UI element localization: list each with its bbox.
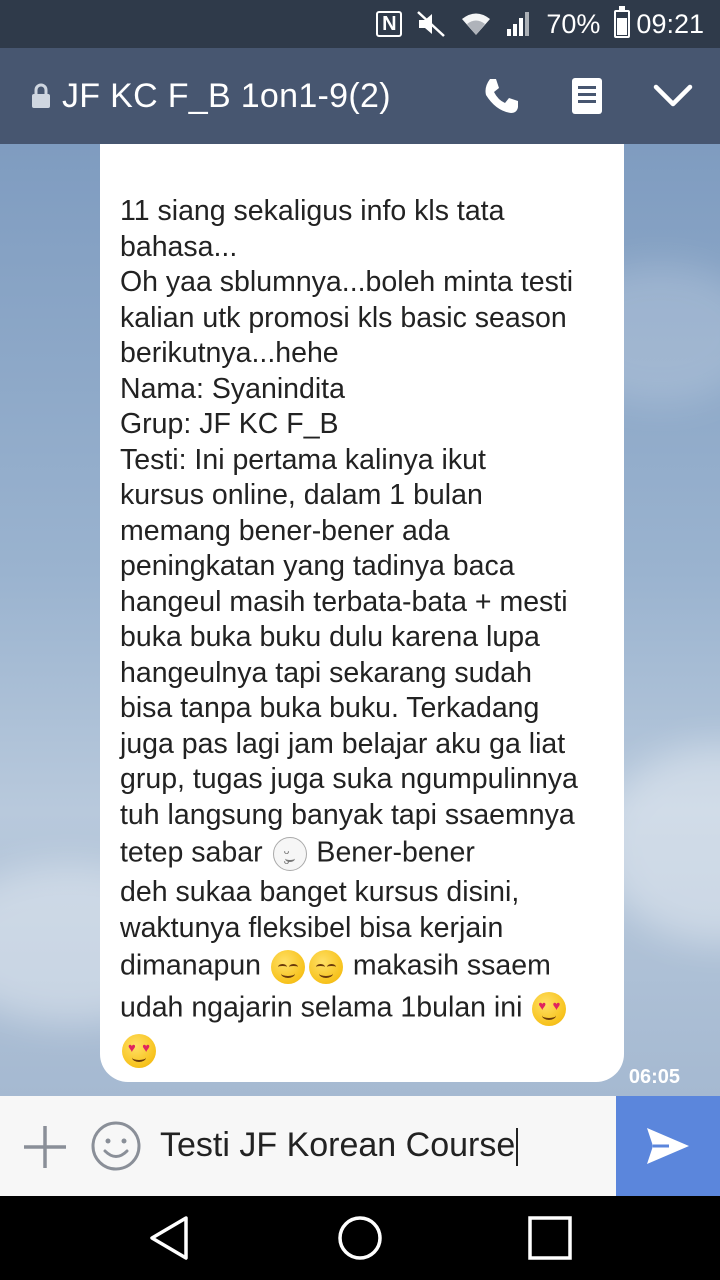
text-caret [516, 1128, 518, 1166]
navigation-bar [0, 1196, 720, 1280]
recents-button[interactable] [526, 1214, 574, 1262]
blushing-smile-emoji-icon [271, 950, 305, 984]
status-bar [0, 0, 720, 48]
message-text [120, 194, 608, 1072]
chat-area[interactable] [0, 144, 720, 1096]
chat-title[interactable]: JF KC F_B 1on1-9(2) [62, 76, 391, 115]
send-icon [645, 1126, 691, 1166]
wifi-icon [460, 11, 492, 37]
signal-icon [506, 11, 532, 37]
blushing-smile-emoji-icon [309, 950, 343, 984]
phone-icon [481, 76, 521, 116]
message-segment: Bener-bener deh sukaa banget kursus disini, waktunya fleksibel bisa kerjain dimanapun [120, 836, 520, 982]
smiley-icon [90, 1120, 142, 1172]
shy-smile-emoji-icon: ᴗᴗ [273, 837, 307, 871]
plus-icon [20, 1122, 70, 1172]
clock: 09:21 [636, 8, 704, 39]
send-button[interactable] [616, 1096, 720, 1196]
battery-icon [614, 10, 630, 38]
message-input-value: Testi JF Korean Course [160, 1126, 516, 1164]
message-input-bar [0, 1096, 720, 1196]
nfc-icon: N [376, 11, 402, 37]
call-button[interactable] [480, 75, 522, 117]
notes-icon [570, 76, 604, 116]
home-circle-icon [336, 1214, 384, 1262]
heart-eyes-emoji-icon [532, 992, 566, 1026]
recents-square-icon [526, 1214, 574, 1262]
mute-icon [416, 10, 446, 38]
message-segment: 11 siang sekaligus info kls tata bahasa... Oh yaa sblumnya...boleh minta testi kalian utk promosi kls basic season berikutnya...hehe Nama: Syanindita Grup: JF KC F_B Testi: Ini pertama kalinya ikut kursus online, dalam 1 bulan memang bener-bener ada peningkatan yang tadinya baca hangeul masih terbata-bata + mesti buka buka buku dulu karena lupa hangeulnya tapi sekarang sudah bisa tanpa buka buku. Terkadang juga pas lagi jam belajar aku ga liat grup, tugas juga suka ngumpulinnya tuh langsung banyak tapi ssaemnya tetep sabar [120, 195, 578, 869]
message-input[interactable] [160, 1114, 606, 1176]
notes-button[interactable] [566, 75, 608, 117]
lock-icon [30, 82, 52, 110]
menu-expand-button[interactable] [652, 75, 694, 117]
home-button[interactable] [336, 1214, 384, 1262]
emoji-button[interactable] [90, 1120, 142, 1172]
heart-eyes-emoji-icon [122, 1034, 156, 1068]
chevron-down-icon [653, 83, 693, 109]
message-timestamp: 06:05 [628, 1066, 680, 1088]
message-segment: makasih ssaem udah ngajarin selama 1bulan ini [120, 949, 551, 1024]
battery-percent: 70% [546, 8, 601, 39]
attach-button[interactable] [20, 1122, 70, 1172]
message-bubble[interactable] [100, 144, 624, 1082]
back-button[interactable] [146, 1214, 194, 1262]
back-triangle-icon [146, 1214, 194, 1262]
chat-header [0, 48, 720, 144]
